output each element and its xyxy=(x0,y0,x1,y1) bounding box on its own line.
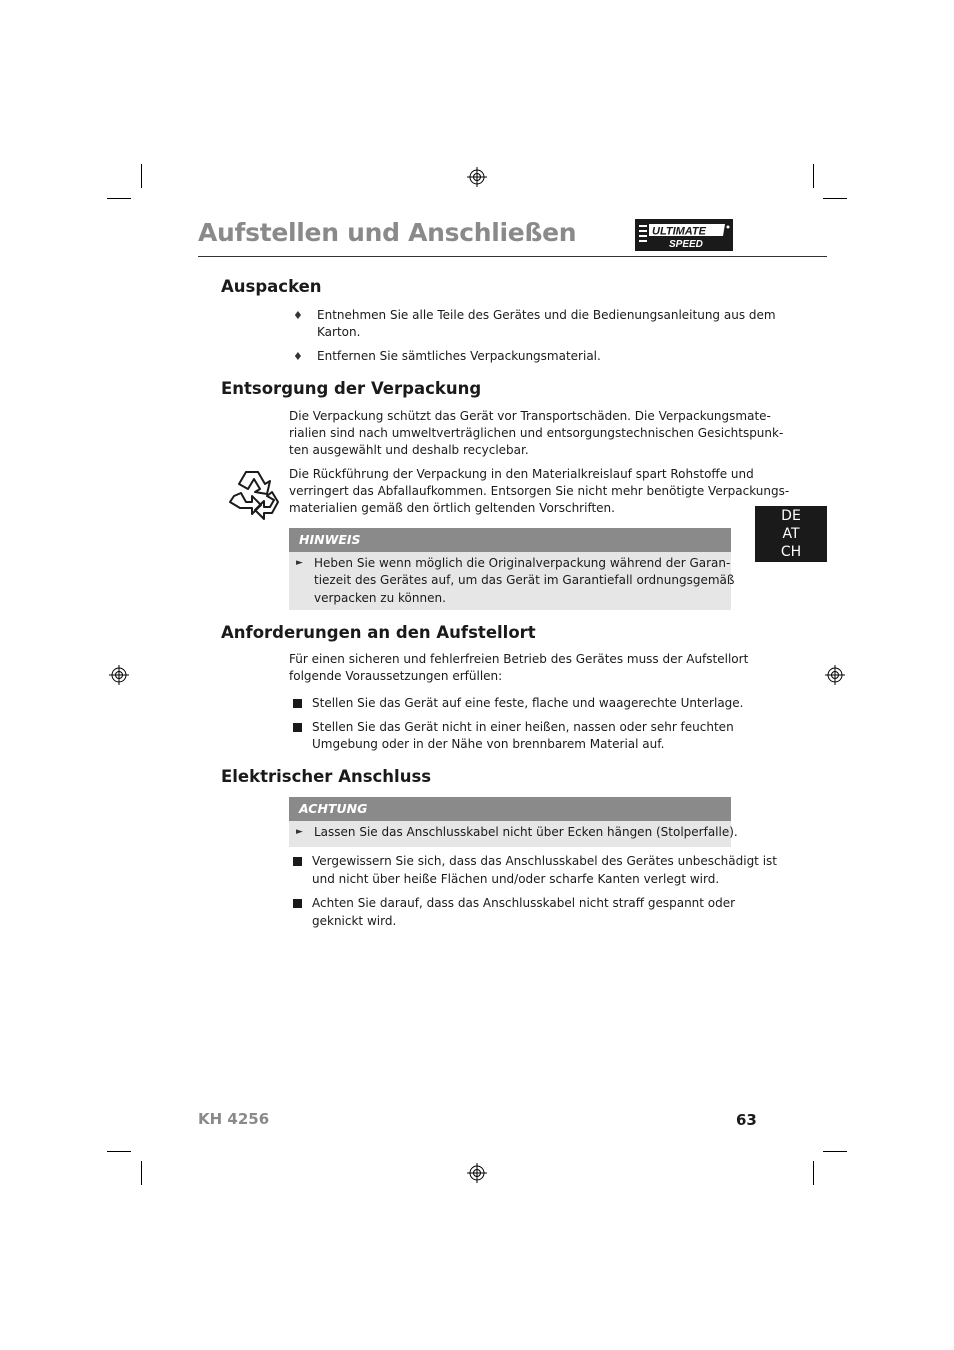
registration-mark-icon xyxy=(467,1163,487,1183)
recycle-icon xyxy=(224,466,284,524)
registration-mark-icon xyxy=(109,665,129,685)
list-item-line: Umgebung oder in der Nähe von brennbarem Material auf. xyxy=(312,737,665,751)
list-item-line: geknickt wird. xyxy=(312,914,397,928)
notice-line: verpacken zu können. xyxy=(314,591,446,605)
arrow-bullet-icon: ► xyxy=(296,827,303,837)
language-tab xyxy=(755,506,827,562)
square-bullet-icon xyxy=(293,723,302,732)
diamond-bullet-icon: ♦ xyxy=(293,350,303,363)
square-bullet-icon xyxy=(293,899,302,908)
lang-at: AT xyxy=(782,526,800,542)
list-item-line: Achten Sie darauf, dass das Anschlusskabel nicht straff gespannt oder xyxy=(312,896,736,910)
crop-mark xyxy=(107,1151,131,1152)
registration-mark-icon xyxy=(825,665,845,685)
registration-mark-icon xyxy=(467,167,487,187)
lang-de: DE xyxy=(781,508,801,524)
paragraph-line: Für einen sicheren und fehlerfreien Betrieb des Gerätes muss der Aufstellort xyxy=(289,652,749,666)
paragraph-line: verringert das Abfallaufkommen. Entsorgen Sie nicht mehr benötigte Verpackungs- xyxy=(289,484,790,498)
crop-mark xyxy=(813,164,814,188)
page-number: 63 xyxy=(736,1111,757,1129)
crop-mark xyxy=(813,1161,814,1185)
list-item-line: Stellen Sie das Gerät auf eine feste, flache und waagerechte Unterlage. xyxy=(312,696,744,710)
notice-achtung-title: ACHTUNG xyxy=(289,797,731,821)
notice-line: Heben Sie wenn möglich die Originalverpackung während der Garan- xyxy=(314,556,731,570)
list-item-line: Stellen Sie das Gerät nicht in einer heißen, nassen oder sehr feuchten xyxy=(312,720,734,734)
footer-model-number: KH 4256 xyxy=(198,1110,270,1128)
crop-mark xyxy=(141,164,142,188)
brand-logo xyxy=(635,219,733,251)
heading-anschluss: Elektrischer Anschluss xyxy=(221,767,432,786)
paragraph-line: rialien sind nach umweltverträglichen und entsorgungstechnischen Gesichtspunk- xyxy=(289,426,784,440)
heading-aufstellort: Anforderungen an den Aufstellort xyxy=(221,623,536,642)
notice-hinweis-title: HINWEIS xyxy=(289,528,731,552)
heading-entsorgung: Entsorgung der Verpackung xyxy=(221,379,482,398)
lang-ch: CH xyxy=(780,544,802,560)
crop-mark xyxy=(823,1151,847,1152)
square-bullet-icon xyxy=(293,699,302,708)
list-item-line: und nicht über heiße Flächen und/oder scharfe Kanten verlegt wird. xyxy=(312,872,720,886)
page-title: Aufstellen und Anschließen xyxy=(198,218,577,247)
crop-mark xyxy=(823,198,847,199)
notice-line: tiezeit des Gerätes auf, um das Gerät im Garantiefall ordnungsgemäß xyxy=(314,573,735,587)
title-divider xyxy=(198,256,827,257)
list-item-line: Entnehmen Sie alle Teile des Gerätes und die Bedienungsanleitung aus dem xyxy=(317,308,776,322)
paragraph-line: folgende Voraussetzungen erfüllen: xyxy=(289,669,503,683)
paragraph-line: Die Verpackung schützt das Gerät vor Transportschäden. Die Verpackungsmate- xyxy=(289,409,771,423)
logo-line1: ULTIMATE xyxy=(652,225,706,238)
logo-line2: SPEED xyxy=(669,239,703,250)
square-bullet-icon xyxy=(293,857,302,866)
crop-mark xyxy=(141,1161,142,1185)
list-item-line: Karton. xyxy=(317,325,361,339)
crop-mark xyxy=(107,198,131,199)
diamond-bullet-icon: ♦ xyxy=(293,309,303,322)
paragraph-line: Die Rückführung der Verpackung in den Materialkreislauf spart Rohstoffe und xyxy=(289,467,754,481)
arrow-bullet-icon: ► xyxy=(296,558,303,568)
paragraph-line: ten ausgewählt und deshalb recyclebar. xyxy=(289,443,529,457)
notice-line: Lassen Sie das Anschlusskabel nicht über Ecken hängen (Stolperfalle). xyxy=(314,825,738,839)
list-item-line: Vergewissern Sie sich, dass das Anschlusskabel des Gerätes unbeschädigt ist xyxy=(312,854,777,868)
heading-auspacken: Auspacken xyxy=(221,277,322,296)
paragraph-line: materialien gemäß den örtlich geltenden Vorschriften. xyxy=(289,501,615,515)
list-item-line: Entfernen Sie sämtliches Verpackungsmaterial. xyxy=(317,349,601,363)
